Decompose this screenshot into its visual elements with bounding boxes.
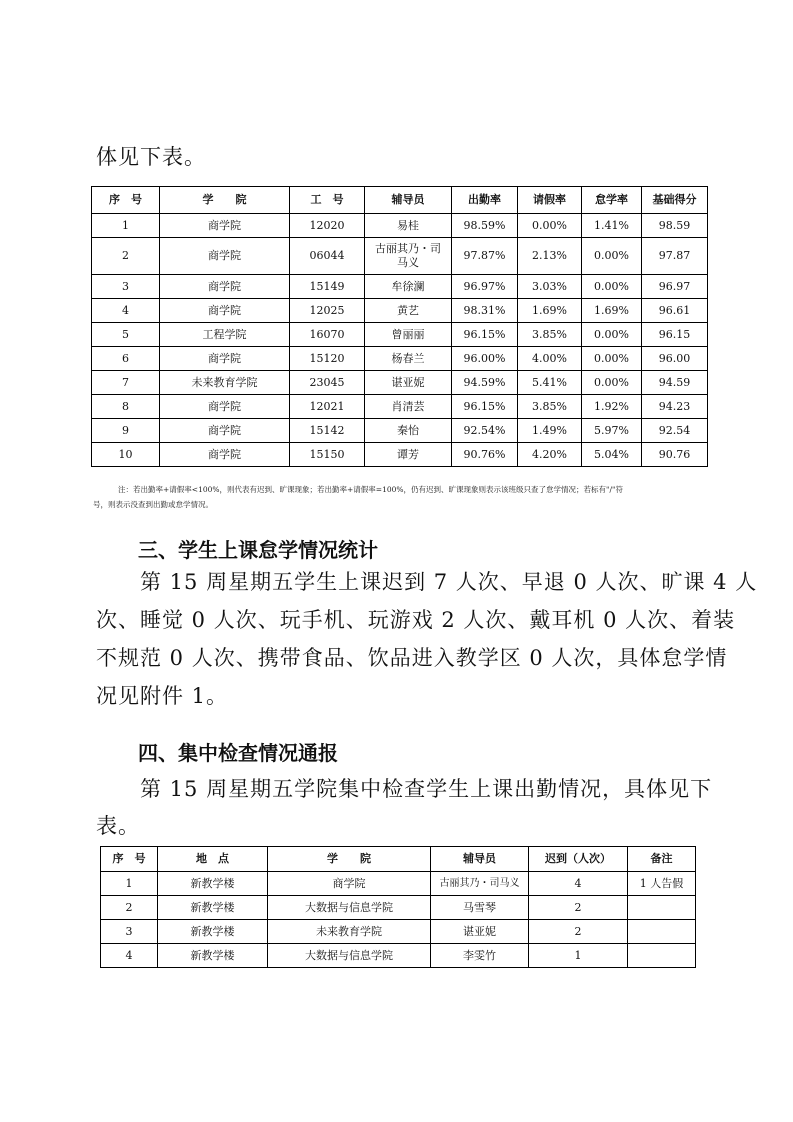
cell-college: 工程学院: [160, 323, 290, 347]
cell-counselor: 马雪琴: [431, 896, 529, 920]
cell-location: 新教学楼: [158, 896, 268, 920]
cell-location: 新教学楼: [158, 872, 268, 896]
cell-leave-rate: 1.69%: [518, 299, 582, 323]
cell-index: 10: [92, 443, 160, 467]
cell-base-score: 96.00: [642, 347, 708, 371]
cell-base-score: 98.59: [642, 214, 708, 238]
cell-college: 商学院: [160, 214, 290, 238]
cell-index: 2: [92, 238, 160, 275]
cell-college: 商学院: [160, 419, 290, 443]
cell-counselor: 古丽其乃・司马义: [431, 872, 529, 896]
col-header-index: 序 号: [101, 847, 158, 872]
inspection-table: [100, 846, 696, 968]
cell-remarks: [628, 896, 696, 920]
cell-counselor: 秦怡: [365, 419, 452, 443]
cell-slack-rate: 0.00%: [582, 238, 642, 275]
cell-attendance-rate: 96.00%: [452, 347, 518, 371]
cell-base-score: 94.23: [642, 395, 708, 419]
table-row: [101, 896, 696, 920]
cell-late-count: 1: [529, 944, 628, 968]
cell-counselor: 谌亚妮: [431, 920, 529, 944]
table-header-row: [101, 847, 696, 872]
table-row: [92, 443, 708, 467]
cell-index: 4: [101, 944, 158, 968]
cell-college: 商学院: [160, 395, 290, 419]
cell-leave-rate: 4.00%: [518, 347, 582, 371]
cell-leave-rate: 1.49%: [518, 419, 582, 443]
cell-slack-rate: 0.00%: [582, 323, 642, 347]
cell-staff-id: 15120: [290, 347, 365, 371]
table-row: [92, 299, 708, 323]
cell-remarks: [628, 920, 696, 944]
section-3-line-3: 不规范 0 人次、携带食品、饮品进入教学区 0 人次，具体怠学情: [96, 646, 728, 670]
table-row: [92, 395, 708, 419]
cell-counselor: 谌亚妮: [365, 371, 452, 395]
section-3-line-1: 第 15 周星期五学生上课迟到 7 人次、早退 0 人次、旷课 4 人: [140, 570, 758, 594]
col-header-counselor: 辅导员: [431, 847, 529, 872]
cell-counselor: 易桂: [365, 214, 452, 238]
table-row: [101, 872, 696, 896]
col-header-base-score: 基础得分: [642, 187, 708, 214]
cell-index: 7: [92, 371, 160, 395]
cell-attendance-rate: 90.76%: [452, 443, 518, 467]
cell-slack-rate: 5.04%: [582, 443, 642, 467]
cell-college: 商学院: [160, 443, 290, 467]
cell-remarks: 1 人告假: [628, 872, 696, 896]
cell-base-score: 94.59: [642, 371, 708, 395]
attendance-table: [91, 186, 708, 467]
cell-counselor: 曾丽丽: [365, 323, 452, 347]
table-header-row: [92, 187, 708, 214]
cell-college: 商学院: [160, 275, 290, 299]
col-header-college: 学 院: [160, 187, 290, 214]
cell-staff-id: 15149: [290, 275, 365, 299]
col-header-index: 序 号: [92, 187, 160, 214]
table-row: [92, 275, 708, 299]
cell-attendance-rate: 96.97%: [452, 275, 518, 299]
cell-college: 商学院: [160, 299, 290, 323]
cell-college: 大数据与信息学院: [268, 896, 431, 920]
cell-college: 未来教育学院: [268, 920, 431, 944]
cell-attendance-rate: 92.54%: [452, 419, 518, 443]
section-4-heading: 四、集中检查情况通报: [138, 741, 338, 765]
cell-slack-rate: 1.41%: [582, 214, 642, 238]
cell-attendance-rate: 98.59%: [452, 214, 518, 238]
cell-base-score: 96.97: [642, 275, 708, 299]
cell-index: 1: [92, 214, 160, 238]
cell-staff-id: 12020: [290, 214, 365, 238]
table-row: [101, 920, 696, 944]
col-header-counselor: 辅导员: [365, 187, 452, 214]
cell-location: 新教学楼: [158, 944, 268, 968]
cell-attendance-rate: 97.87%: [452, 238, 518, 275]
cell-college: 商学院: [160, 347, 290, 371]
cell-counselor: 杨春兰: [365, 347, 452, 371]
cell-slack-rate: 0.00%: [582, 371, 642, 395]
cell-remarks: [628, 944, 696, 968]
cell-attendance-rate: 94.59%: [452, 371, 518, 395]
cell-index: 8: [92, 395, 160, 419]
cell-counselor: 牟徐澜: [365, 275, 452, 299]
intro-tail-text: 体见下表。: [96, 145, 206, 169]
col-header-late-count: 迟到（人次）: [529, 847, 628, 872]
table-row: [92, 214, 708, 238]
cell-index: 4: [92, 299, 160, 323]
cell-staff-id: 06044: [290, 238, 365, 275]
cell-slack-rate: 0.00%: [582, 347, 642, 371]
cell-index: 3: [92, 275, 160, 299]
cell-leave-rate: 3.85%: [518, 395, 582, 419]
cell-attendance-rate: 98.31%: [452, 299, 518, 323]
col-header-leave-rate: 请假率: [518, 187, 582, 214]
cell-index: 5: [92, 323, 160, 347]
cell-staff-id: 15142: [290, 419, 365, 443]
table-row: [92, 371, 708, 395]
cell-leave-rate: 0.00%: [518, 214, 582, 238]
section-4-line-1: 第 15 周星期五学院集中检查学生上课出勤情况，具体见下: [140, 777, 713, 801]
cell-leave-rate: 5.41%: [518, 371, 582, 395]
cell-late-count: 2: [529, 896, 628, 920]
cell-counselor: 谭芳: [365, 443, 452, 467]
cell-counselor: 肖清芸: [365, 395, 452, 419]
cell-college: 商学院: [160, 238, 290, 275]
cell-slack-rate: 5.97%: [582, 419, 642, 443]
cell-leave-rate: 2.13%: [518, 238, 582, 275]
table-row: [92, 238, 708, 275]
cell-counselor: 古丽其乃・司马义: [365, 238, 452, 275]
cell-slack-rate: 1.92%: [582, 395, 642, 419]
table-row: [92, 419, 708, 443]
table-row: [101, 944, 696, 968]
col-header-remarks: 备注: [628, 847, 696, 872]
cell-counselor: 李雯竹: [431, 944, 529, 968]
cell-index: 9: [92, 419, 160, 443]
cell-attendance-rate: 96.15%: [452, 323, 518, 347]
section-4-line-2: 表。: [96, 814, 140, 838]
cell-base-score: 96.61: [642, 299, 708, 323]
table-note-line-1: 注：若出勤率+请假率<100%，则代表有迟到、旷课现象；若出勤率+请假率=100%，仍有迟到、旷课现象则表示该班级只查了怠学情况；若标有"/"符: [118, 485, 623, 494]
col-header-slack-rate: 怠学率: [582, 187, 642, 214]
cell-index: 3: [101, 920, 158, 944]
cell-index: 1: [101, 872, 158, 896]
cell-attendance-rate: 96.15%: [452, 395, 518, 419]
cell-late-count: 2: [529, 920, 628, 944]
cell-college: 大数据与信息学院: [268, 944, 431, 968]
col-header-college: 学 院: [268, 847, 431, 872]
cell-base-score: 97.87: [642, 238, 708, 275]
cell-leave-rate: 3.85%: [518, 323, 582, 347]
cell-location: 新教学楼: [158, 920, 268, 944]
table-note-line-2: 号，则表示没查到出勤或怠学情况。: [93, 500, 213, 509]
cell-staff-id: 23045: [290, 371, 365, 395]
cell-college: 未来教育学院: [160, 371, 290, 395]
cell-late-count: 4: [529, 872, 628, 896]
section-3-line-4: 况见附件 1。: [96, 684, 229, 708]
cell-staff-id: 12025: [290, 299, 365, 323]
cell-base-score: 90.76: [642, 443, 708, 467]
cell-leave-rate: 4.20%: [518, 443, 582, 467]
cell-index: 2: [101, 896, 158, 920]
cell-slack-rate: 1.69%: [582, 299, 642, 323]
cell-index: 6: [92, 347, 160, 371]
table-row: [92, 323, 708, 347]
cell-slack-rate: 0.00%: [582, 275, 642, 299]
section-3-line-2: 次、睡觉 0 人次、玩手机、玩游戏 2 人次、戴耳机 0 人次、着装: [96, 608, 736, 632]
cell-staff-id: 15150: [290, 443, 365, 467]
section-3-heading: 三、学生上课怠学情况统计: [138, 538, 378, 562]
cell-staff-id: 16070: [290, 323, 365, 347]
col-header-staff-id: 工 号: [290, 187, 365, 214]
cell-counselor: 黄艺: [365, 299, 452, 323]
table-row: [92, 347, 708, 371]
col-header-location: 地 点: [158, 847, 268, 872]
cell-base-score: 96.15: [642, 323, 708, 347]
cell-staff-id: 12021: [290, 395, 365, 419]
cell-base-score: 92.54: [642, 419, 708, 443]
cell-leave-rate: 3.03%: [518, 275, 582, 299]
cell-college: 商学院: [268, 872, 431, 896]
col-header-attendance-rate: 出勤率: [452, 187, 518, 214]
